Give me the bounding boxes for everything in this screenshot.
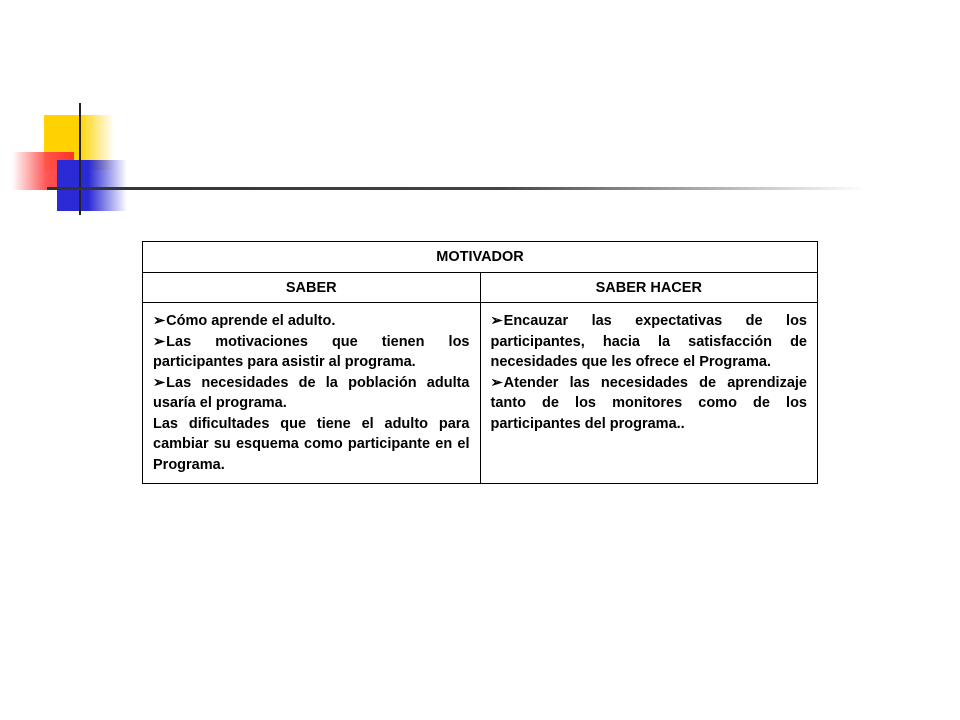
corner-decoration <box>0 0 960 230</box>
table-title: MOTIVADOR <box>143 242 818 273</box>
motivador-table <box>142 241 818 484</box>
column-header-row <box>143 273 818 303</box>
arrow-bullet-icon: ➢ <box>490 313 503 329</box>
saber-list-item <box>153 414 470 476</box>
saber-cell <box>143 303 481 484</box>
saber-list-item-text: Cómo aprende el adulto. <box>166 313 336 329</box>
saber-list-item <box>153 311 470 332</box>
saber-hacer-cell <box>480 303 818 484</box>
content-row <box>143 303 818 484</box>
arrow-bullet-icon: ➢ <box>153 333 166 350</box>
column-header-saber-hacer: SABER HACER <box>480 273 818 303</box>
saber-list-item <box>153 332 470 373</box>
horizontal-rule-decoration <box>47 187 867 190</box>
blue-square-decoration <box>57 160 127 211</box>
arrow-bullet-icon: ➢ <box>153 313 166 329</box>
arrow-bullet-icon: ➢ <box>490 374 503 391</box>
saber-hacer-list-item-text: Atender las necesidades de aprendizaje tanto de los monitores como de los participantes del programa.. <box>490 374 807 432</box>
arrow-bullet-icon: ➢ <box>153 374 166 391</box>
saber-list-item <box>153 373 470 414</box>
saber-hacer-list-item <box>491 373 808 435</box>
saber-hacer-list-item-text: Encauzar las expectativas de los participantes, hacia la satisfacción de necesidades que les ofrece el Programa. <box>490 313 807 370</box>
vertical-rule-decoration <box>79 103 81 215</box>
saber-list-item-text: Las motivaciones que tienen los participantes para asistir al programa. <box>153 333 470 370</box>
column-header-saber: SABER <box>143 273 481 303</box>
saber-hacer-list-item <box>491 311 808 373</box>
saber-list-item-text: Las dificultades que tiene el adulto para cambiar su esquema como participante en el Programa. <box>153 415 470 473</box>
table-title-row <box>143 242 818 273</box>
saber-list-item-text: Las necesidades de la población adulta usaría el programa. <box>153 374 470 411</box>
